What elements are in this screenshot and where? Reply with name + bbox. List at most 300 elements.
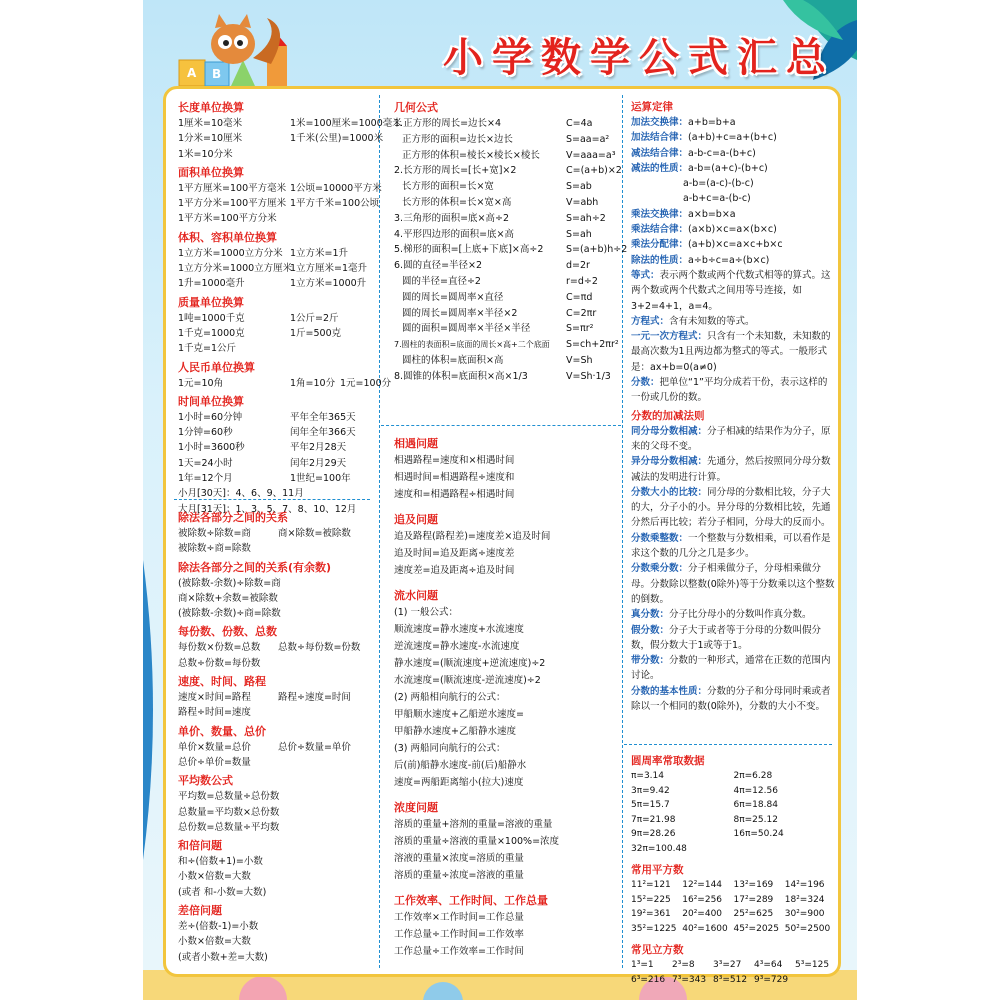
formula-text: 1小时=60分钟 [178,411,243,423]
geometry-text: 1.正方形的周长=边长×4 [394,118,502,129]
geometry-row [394,321,626,337]
fraction-rule-colon: ： [659,655,670,667]
formula-row: 相遇路程=速度和×相遇时间 [394,455,515,466]
formula-row [178,425,360,440]
number-cell: 11²=121 [631,880,671,890]
number-cell: 25²=625 [733,909,774,919]
formula-row [178,789,368,804]
fraction-rule-text: 同分母的分数相比较，分子大的大，分子小的小。异分母的分数相比较，先通分然后再比较；若分子相同，分母大的反而小。 [631,486,831,529]
formula-text: 1千克=1公斤 [178,343,237,355]
geometry-formula: V=Sh·1/3 [566,370,611,382]
formula-text: 1斤=500克 [290,327,342,339]
formula-row [178,147,360,162]
law-label: 加法交换律 [631,117,679,128]
section-heading: 相遇问题 [394,437,438,450]
number-cell: 3³=27 [713,960,742,970]
fraction-rule [631,561,836,607]
fraction-rule-label: 分数的基本性质 [631,685,698,697]
formula-text: 总价÷单价=数量 [178,756,251,768]
fraction-rule-text: 分子相减的结果作为分子，原来的父母不变。 [631,425,831,452]
formula-row [178,456,360,471]
formula-text: 1小时=3600秒 [178,442,245,454]
formula-text: 1千克=1000克 [178,327,245,339]
number-grid [631,878,836,936]
law-formula: a+b=b+a [688,117,736,128]
geometry-formula: S=ch+2πr² [566,339,619,351]
fraction-rule [631,623,836,654]
law-colon: ： [678,162,689,174]
col1-section-divider [174,499,370,500]
block-letter-b: B [212,67,222,81]
fraction-rule-colon: ： [678,532,689,544]
number-grid [631,958,836,988]
number-cell: 4³=64 [754,960,783,970]
formula-row [178,934,368,949]
fraction-rule [631,653,836,684]
formula-row: 工作总量÷工作效率=工作时间 [394,946,524,957]
formula-row [178,919,368,934]
definition-colon: ： [697,331,708,343]
formula-text: 平年2月28天 [290,442,347,454]
formula-text: 小月[30天]：4、6、9、11月 [178,488,304,500]
law-colon: ： [678,147,689,159]
number-cell: π=3.14 [631,771,664,781]
law-row [631,146,836,161]
formula-row [178,885,368,900]
formula-text: 和÷(倍数+1)=小数 [178,856,263,868]
formula-text: 被除数÷除数=商 [178,528,251,539]
column-relations [178,507,368,974]
formula-row: 静水速度=(顺流速度+逆流速度)÷2 [394,658,546,669]
formula-text: 路程÷时间=速度 [178,707,251,719]
number-cell: 19²=361 [631,909,671,919]
fraction-rule-label: 分数乘整数 [631,532,679,544]
formula-row [178,805,368,820]
section-heading: 差倍问题 [178,904,222,918]
formula-text: 1立方米=1000升 [290,278,367,290]
formula-row [178,246,360,261]
definition-colon: ： [650,269,660,281]
definition-colon: ： [659,315,670,327]
law-formula: a-b-c=a-(b+c) [688,147,756,159]
fraction-rule-text: 分数的一种形式，通常在正数的范围内讨论。 [631,655,831,682]
geometry-row [394,132,626,148]
definition [631,314,836,329]
formula-text: 1分米=10厘米 [178,133,243,145]
law-row [631,130,836,145]
number-cell: 2π=6.28 [733,771,773,781]
geometry-formula: S=ab [566,181,592,193]
geometry-row [394,179,626,195]
number-grid [631,769,836,856]
fraction-rule-text: 先通分，然后按照同分母分数减法的发明进行计算。 [631,456,831,483]
number-cell: 4π=12.56 [733,785,778,796]
block-letter-a: A [187,66,197,80]
number-cell: 2³=8 [672,960,695,970]
law-formula: (a+b)×c=a×c+b×c [688,239,783,251]
formula-text: 单价×数量=总价 [178,741,251,753]
section-heading: 分数的加减法则 [631,409,705,422]
geometry-formula: V=aaa=a³ [566,149,616,161]
number-cell: 13²=169 [733,880,774,890]
geometry-row [394,369,626,385]
geometry-formula: r=d÷2 [566,275,598,287]
fraction-rule-colon: ： [697,486,708,498]
section-heading: 圆周率常取数据 [631,755,705,767]
formula-row [178,410,360,425]
formula-row [178,376,392,391]
geometry-text: 4.平形四边形的面积=底×高 [394,228,514,240]
formula-text: 1公顷=10000平方米 [290,182,382,194]
geometry-text: 3.三角形的面积=底×高÷2 [394,212,509,224]
fraction-rule [631,684,836,715]
formula-row [178,261,368,276]
geometry-formula: S=ah [566,228,592,240]
formula-text: 速度×时间=路程 [178,692,251,704]
law-row [631,191,836,206]
fraction-rule [631,485,836,531]
law-label: 乘法分配律 [631,239,679,251]
law-formula: (a+b)+c=a+(b+c) [688,132,777,144]
geometry-row [394,116,626,132]
geometry-formula: C=4a [566,118,593,129]
geometry-text: 长方形的面积=长×宽 [402,181,494,193]
number-cell: 8π=25.12 [733,814,778,825]
law-row [631,253,836,268]
formula-text: 1吨=1000千克 [178,312,245,324]
law-colon: ： [678,117,689,128]
col2-section-divider [381,425,621,426]
geometry-formula: S=ah÷2 [566,212,606,224]
formula-row [178,820,368,835]
number-cell: 50²=2500 [784,923,831,934]
formula-row [178,541,368,556]
number-cell: 1³=1 [631,960,654,970]
formula-text: 商×除数+余数=被除数 [178,592,278,604]
formula-text: 每份数×份数=总数 [178,642,261,654]
fraction-rule-label: 分数大小的比较 [631,486,698,498]
fraction-rule [631,454,836,485]
formula-row: 溶质的重量+溶剂的重量=溶液的重量 [394,819,553,830]
formula-row: 甲船顺水速度+乙船逆水速度= [394,709,524,720]
law-colon: ： [678,208,689,220]
column-numbers [631,751,836,985]
law-label: 除法的性质 [631,254,679,266]
formula-text: 差÷(倍数-1)=小数 [178,921,259,933]
formula-row [178,526,368,541]
number-cell: 16²=256 [682,894,723,905]
geometry-text: 圆柱的体积=底面积×高 [402,354,504,366]
section-heading: 长度单位换算 [178,101,244,114]
fraction-rule-label: 同分母分数相减 [631,425,698,437]
formula-text: 总数量=平均数×总份数 [178,806,280,818]
geometry-row [394,211,626,227]
formula-row [178,341,360,356]
formula-row: 顺流速度=静水速度+水流速度 [394,624,524,635]
geometry-text: 8.圆锥的体积=底面积×高×1/3 [394,370,528,382]
col3-section-divider [624,744,832,745]
section-heading: 质量单位换算 [178,295,244,309]
section-heading: 追及问题 [394,513,438,526]
law-label: 乘法交换律 [631,208,679,220]
formula-row: 后(前)船静水速度-前(后)船静水 [394,760,527,771]
number-cell: 8³=512 [713,975,748,985]
geometry-formula: S=(a+b)h÷2 [566,244,628,256]
section-heading: 运算定律 [631,101,673,113]
fraction-rule [631,424,836,455]
formula-row: (2) 两船相向航行的公式： [394,692,506,703]
formula-row [178,440,360,455]
section-heading: 除法各部分之间的关系 [178,511,288,524]
formula-text: 1立方米=1000立方分米 [178,247,283,259]
geometry-formula: V=Sh [566,354,593,366]
law-row [631,176,836,191]
formula-row [178,211,360,226]
fraction-rule-label: 真分数 [631,609,660,621]
formula-row [178,950,368,965]
number-cell: 5³=125 [795,960,830,970]
geometry-row [394,337,626,353]
formula-text: 1平方千米=100公顷 [290,198,380,210]
column-word-problems [394,433,626,974]
definition-label: 等式 [631,269,651,281]
number-cell: 3π=9.42 [631,785,670,796]
formula-text: 1立方厘米=1毫升 [290,263,368,275]
formula-row: 溶液的重量×浓度=溶质的重量 [394,853,524,864]
law-label: 乘法结合律 [631,224,679,236]
fraction-rule-colon: ： [659,624,670,636]
definition [631,375,836,406]
geometry-formula: S=aa=a² [566,133,610,145]
geometry-text: 圆的周长=圆周率×半径×2 [402,307,518,319]
formula-row [178,576,368,591]
formula-text: 1立方米=1升 [290,247,349,259]
number-cell: 15²=225 [631,894,671,905]
number-cell [734,842,837,857]
fraction-rule-colon: ： [678,563,689,575]
formula-row [178,869,368,884]
formula-row: 工作总量÷工作时间=工作效率 [394,929,524,940]
formula-row [178,181,382,196]
formula-text: 1天=24小时 [178,457,233,469]
fraction-rule-label: 带分数 [631,655,660,667]
number-cell: 6³=216 [631,975,666,985]
formula-text: 小数×倍数=大数 [178,871,251,883]
poster [143,0,857,1000]
page-title: 小学数学公式汇总 [443,34,835,81]
formula-row [178,326,360,341]
number-cell: 18²=324 [784,894,825,905]
number-cell: 7π=21.98 [631,814,676,825]
fraction-rule-text: 分子大于或者等于分母的分数叫假分数，假分数大于1或等于1。 [631,624,822,651]
formula-row: (3) 两船同向航行的公式： [394,743,506,754]
fraction-rule-text: 分数的分子和分母同时乘或者除以一个相同的数(0除外)，分数的大小不变。 [631,685,831,712]
formula-text: 1分钟=60秒 [178,427,233,439]
definition-label: 方程式 [631,315,660,327]
law-row [631,207,836,222]
definition-text: 只含有一个未知数，未知数的最高次数为1且两边都为整式的等式。一般形式是：ax+b=0(a≠0) [631,331,831,373]
section-heading: 时间单位换算 [178,394,244,408]
number-cell: 32π=100.48 [631,843,687,854]
number-cell: 30²=900 [784,909,825,919]
formula-row: 相遇时间=相遇路程÷速度和 [394,472,515,483]
geometry-row [394,195,626,211]
fraction-rule-text: 一个整数与分数相乘，可以看作是求这个数的几分之几是多少。 [631,532,831,560]
formula-row: (1) 一般公式： [394,607,458,618]
section-heading: 平均数公式 [178,774,233,788]
fraction-rule-text: 分子比分母小的分数叫作真分数。 [669,609,812,621]
number-cell: 40²=1600 [682,923,728,934]
law-label: 减法的性质 [631,162,679,174]
formula-text: (或者小数+差=大数) [178,951,268,963]
law-row [631,222,836,237]
number-cell: 20²=400 [682,909,723,919]
fraction-rule-colon: ： [697,456,708,468]
formula-text: 1立方分米=1000立方厘米 [178,263,293,275]
formula-row: 追及路程(路程差)=速度差×追及时间 [394,531,551,542]
geometry-formula: C=2πr [566,307,597,319]
formula-text: (被除数-余数)÷商=除数 [178,608,281,620]
formula-text: 1角=10分 [290,377,336,389]
law-formula: a×b=b×a [688,208,736,220]
formula-row [178,311,360,326]
formula-text: 1平方分米=100平方厘米 [178,198,287,210]
formula-row: 追及时间=追及距离÷速度差 [394,548,515,559]
formula-text: 1年=12个月 [178,473,233,485]
geometry-text: 5.梯形的面积=[上底+下底]×高÷2 [394,244,544,256]
definition-text: 含有未知数的等式。 [669,315,755,327]
formula-text: 1公斤=2斤 [290,312,339,324]
number-cell: 6π=18.84 [733,800,778,810]
fraction-rule [631,607,836,622]
fraction-rule-label: 分数乘分数 [631,563,679,575]
law-label: 减法结合律 [631,147,679,159]
formula-text: 1米=10分米 [178,148,233,160]
formula-row [178,740,368,755]
formula-row [178,854,368,869]
formula-text: 1元=100分 [340,377,392,389]
formula-text: 1平方米=100平方分米 [178,213,277,225]
formula-row [178,196,380,211]
geometry-row [394,353,626,369]
formula-row [178,606,368,621]
section-heading: 面积单位换算 [178,165,244,179]
formula-text: 1千米(公里)=1000米 [290,133,384,145]
number-cell: 17²=289 [733,894,774,905]
geometry-row [394,227,626,243]
formula-text: (或者 和-小数=大数) [178,886,267,898]
formula-row: 工作效率×工作时间=工作总量 [394,912,524,923]
formula-row [178,656,368,671]
formula-row: 速度差=追及距离÷追及时间 [394,565,515,576]
definition [631,268,836,314]
formula-row [178,276,367,291]
geometry-row [394,306,626,322]
fraction-rule-colon: ： [659,609,670,621]
fraction-rule-label: 假分数 [631,624,660,636]
geometry-text: 正方形的面积=边长×边长 [402,133,513,145]
formula-text: 闰年2月29天 [290,457,347,469]
geometry-text: 圆的周长=圆周率×直径 [402,291,504,303]
formula-row [178,755,368,770]
law-colon: ： [678,239,689,251]
formula-text: 大月[31天]：1、3、5、7、8、10、12月 [178,503,357,515]
section-heading: 浓度问题 [394,801,438,814]
formula-text: 闰年全年366天 [290,427,356,439]
definition-label: 分数 [631,377,651,389]
section-heading: 体积、容积单位换算 [178,230,277,244]
number-cell: 9³=729 [754,975,789,985]
geometry-row [394,163,626,179]
formula-row: 水流速度=(顺流速度-逆流速度)÷2 [394,675,541,686]
fraction-rule-colon: ： [697,425,708,437]
formula-text: 1米=100厘米=1000毫米 [290,118,402,129]
formula-row: 溶质的重量÷溶液的重量×100%=浓度 [394,836,560,847]
fraction-rule-text: 分子相乘做分子，分母相乘做分母。分数除以整数(0除外)等于分数乘以这个整数的倒数。 [631,563,835,605]
formula-row [178,640,368,655]
formula-text: 1升=1000毫升 [178,278,245,290]
law-row [631,161,836,176]
geometry-formula: C=πd [566,291,593,303]
formula-text: 平年全年365天 [290,411,356,423]
definition [631,329,836,375]
section-heading: 单价、数量、总价 [178,724,266,738]
formula-row: 速度和=相遇路程÷相遇时间 [394,489,515,500]
formula-row [178,471,360,486]
geometry-text: 7.圆柱的表面积=底面的周长×高+二个底面 [394,340,550,350]
section-heading: 每份数、份数、总数 [178,625,277,639]
formula-row [178,591,368,606]
number-cell: 5π=15.7 [631,800,670,810]
formula-panel [163,86,841,985]
formula-text: 总份数=总数量÷平均数 [178,821,280,833]
geometry-text: 2.长方形的周长=[长+宽]×2 [394,165,517,177]
formula-text: 1元=10角 [178,377,224,389]
geometry-text: 圆的半径=直径÷2 [402,275,481,287]
number-cell: 14²=196 [784,880,825,890]
number-cell: 7³=343 [672,975,707,985]
law-colon: ： [678,224,689,236]
section-heading: 速度、时间、路程 [178,675,266,689]
section-heading: 常用平方数 [631,864,684,876]
formula-text: 小数×倍数=大数 [178,936,251,948]
fraction-rule-colon: ： [697,685,708,697]
geometry-text: 长方形的体积=长×宽×高 [402,196,512,208]
geometry-row [394,148,626,164]
formula-text: (被除数-余数)÷除数=商 [178,577,281,589]
law-formula: (a×b)×c=a×(b×c) [688,224,777,236]
formula-row: 速度=两船距离缩小(拉大)速度 [394,777,524,788]
law-row [631,237,836,252]
formula-row [178,705,368,720]
geometry-formula: V=abh [566,196,599,208]
geometry-formula: d=2r [566,260,590,272]
leaf-decoration-left [143,560,163,860]
law-row [631,115,836,130]
fraction-rule [631,531,836,562]
section-heading: 几何公式 [394,101,438,114]
formula-text: 路程÷速度=时间 [278,692,351,704]
formula-text: 总数÷每份数=份数 [278,642,361,654]
geometry-row [394,242,626,258]
definition-text: 表示两个数或两个代数式相等的算式。这两个数或两个代数式之间用等号连接，如3+2=4+1，a=4。 [631,269,831,312]
geometry-formula: C=(a+b)×2 [566,165,622,177]
section-heading: 常见立方数 [631,944,684,956]
law-formula: a-b+c=a-(b-c) [683,193,751,205]
formula-row: 逆流速度=静水速度-水流速度 [394,641,520,652]
formula-row: 溶质的重量÷浓度=溶液的重量 [394,870,524,881]
geometry-text: 圆的面积=圆周率×半径×半径 [402,323,531,335]
